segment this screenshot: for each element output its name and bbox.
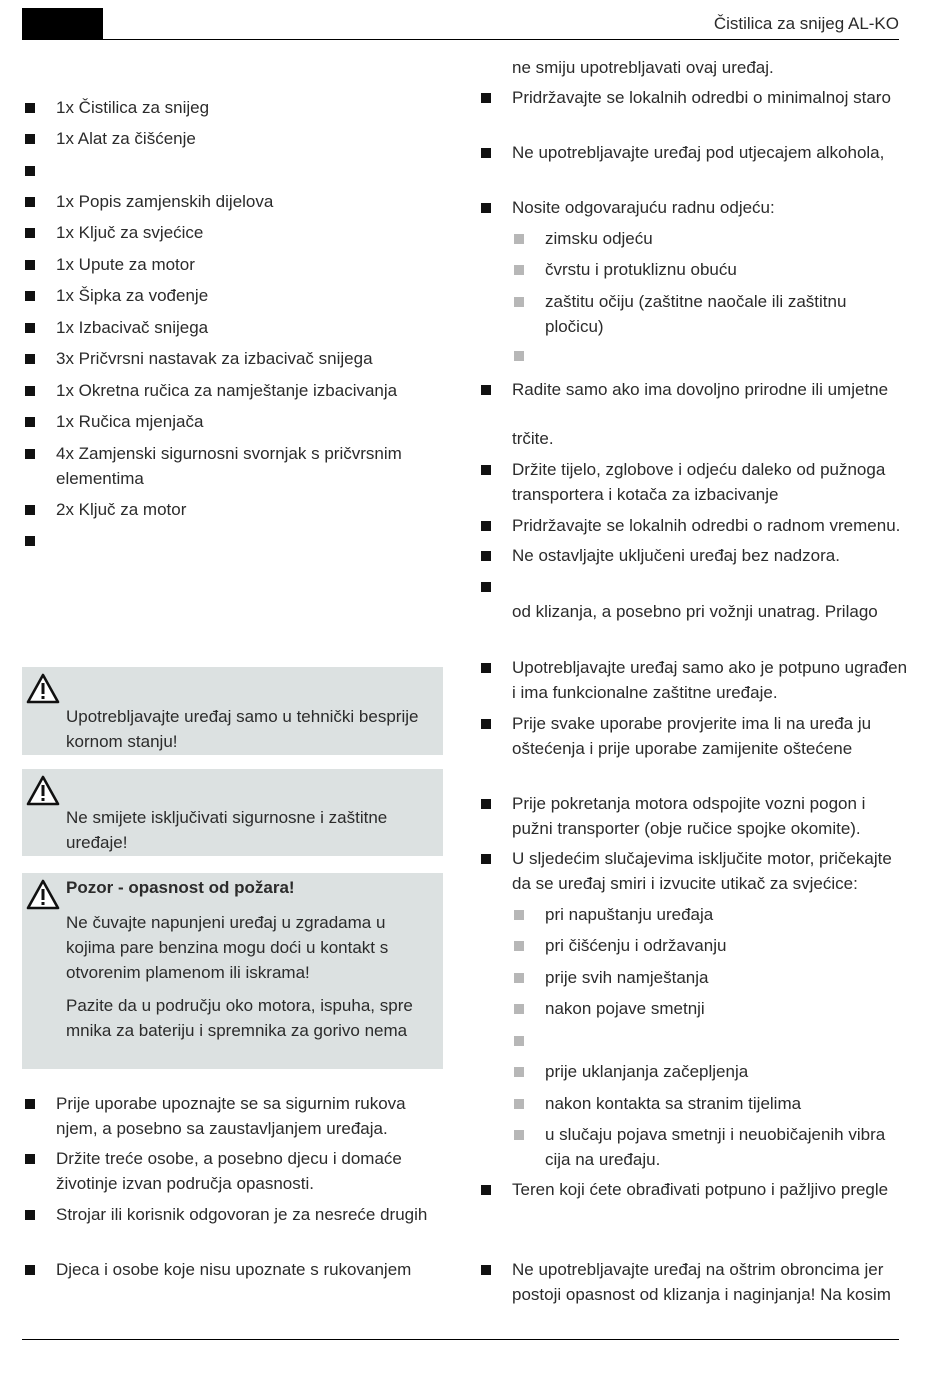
sub-list-item: u slučaju pojava smetnji i neuobičajenih vibra cija na uređaju. xyxy=(512,1122,908,1172)
continuation-text: trčite. xyxy=(512,429,554,448)
sub-list-item: čvrstu i protukliznu obuću xyxy=(512,257,908,282)
continuation-text: od klizanja, a posebno pri vožnji unatrag. Prilago xyxy=(512,602,878,621)
list-item: 1x Ključ za svjećice xyxy=(22,220,447,245)
sub-list-item: nakon kontakta sa stranim tijelima xyxy=(512,1091,908,1116)
list-item: 4x Zamjenski sigurnosni svornjak s pričvrsnim elementima xyxy=(22,441,447,491)
warning-heading: Pozor - opasnost od požara! xyxy=(66,878,295,897)
warning-box xyxy=(22,769,443,856)
warning-text: Upotrebljavajte uređaj samo u tehnički besprije kornom stanju! xyxy=(66,707,419,751)
sub-list-item: nakon pojave smetnji xyxy=(512,996,908,1021)
list-item: Ne ostavljajte uključeni uređaj bez nadzora. xyxy=(478,543,908,568)
list-item: Prije svake uporabe provjerite ima li na uređa ju oštećenja i prije uporabe zamijenite oštećene xyxy=(478,711,908,761)
list-item: U sljedećim slučajevima isključite motor, pričekajte da se uređaj smiri i izvucite utikač za svjećice: xyxy=(478,846,908,896)
warning-box xyxy=(22,667,443,755)
list-item: 3x Pričvrsni nastavak za izbacivač snijega xyxy=(22,346,447,371)
sub-list-item: prije svih namještanja xyxy=(512,965,908,990)
header-black-block xyxy=(22,8,103,40)
warning-triangle-icon xyxy=(26,879,60,911)
continuation-text: ne smiju upotrebljavati ovaj uređaj. xyxy=(512,58,774,77)
warning-text: Pazite da u području oko motora, ispuha, spre mnika za bateriju i spremnika za gorivo nema xyxy=(66,996,413,1040)
list-item: 1x Popis zamjenskih dijelova xyxy=(22,189,447,214)
list-item: Nosite odgovarajuću radnu odjeću: xyxy=(478,195,908,220)
fire-warning-box xyxy=(22,873,443,1069)
list-item: 1x Upute za motor xyxy=(22,252,447,277)
warning-text: Ne smijete isključivati sigurnosne i zaštitne uređaje! xyxy=(66,808,388,852)
list-item: Ne upotrebljavajte uređaj pod utjecajem alkohola, xyxy=(478,140,908,165)
warning-triangle-icon xyxy=(26,673,60,705)
warning-text: Ne čuvajte napunjeni uređaj u zgradama u kojima pare benzina mogu doći u kontakt s otvorenim plamenom ili iskrama! xyxy=(66,913,389,982)
list-item: Prije pokretanja motora odspojite vozni pogon i pužni transporter (obje ručice spojke okomite). xyxy=(478,791,908,841)
list-item: Držite tijelo, zglobove i odjeću daleko od pužnoga transportera i kotača za izbacivanje xyxy=(478,457,908,507)
list-item: 2x Ključ za motor xyxy=(22,497,447,522)
list-item: Djeca i osobe koje nisu upoznate s rukovanjem xyxy=(22,1257,447,1282)
list-item: 1x Šipka za vođenje xyxy=(22,283,447,308)
list-item: Radite samo ako ima dovoljno prirodne ili umjetne xyxy=(478,377,908,402)
header-rule xyxy=(22,39,899,40)
list-item: Strojar ili korisnik odgovoran je za nesreće drugih xyxy=(22,1202,447,1227)
list-item: 1x Izbacivač snijega xyxy=(22,315,447,340)
sub-list-item: zimsku odjeću xyxy=(512,226,908,251)
sub-list-item: zaštitu očiju (zaštitne naočale ili zaštitnu pločicu) xyxy=(512,289,908,339)
sub-list-item: pri napuštanju uređaja xyxy=(512,902,908,927)
list-item: Prije uporabe upoznajte se sa sigurnim rukova njem, a posebno sa zaustavljanjem uređaja. xyxy=(22,1091,447,1141)
list-item: Pridržavajte se lokalnih odredbi o radnom vremenu. xyxy=(478,513,908,538)
list-item: 1x Ručica mjenjača xyxy=(22,409,447,434)
list-item: Teren koji ćete obrađivati potpuno i pažljivo pregle xyxy=(478,1177,908,1202)
sub-list-item: prije uklanjanja začepljenja xyxy=(512,1059,908,1084)
list-item: Upotrebljavajte uređaj samo ako je potpuno ugrađen i ima funkcionalne zaštitne uređaje. xyxy=(478,655,908,705)
list-item: Držite treće osobe, a posebno djecu i domaće životinje izvan područja opasnosti. xyxy=(22,1146,447,1196)
list-item: 1x Alat za čišćenje xyxy=(22,126,447,151)
page-header-title: Čistilica za snijeg AL-KO xyxy=(713,14,899,33)
warning-triangle-icon xyxy=(26,775,60,807)
list-item: Pridržavajte se lokalnih odredbi o minimalnoj staro xyxy=(478,85,908,110)
footer-rule xyxy=(22,1339,899,1340)
list-item: 1x Čistilica za snijeg xyxy=(22,95,447,120)
list-item: 1x Okretna ručica za namještanje izbacivanja xyxy=(22,378,447,403)
list-item: Ne upotrebljavajte uređaj na oštrim obroncima jer postoji opasnost od klizanja i naginjanja! Na kosim xyxy=(478,1257,908,1307)
sub-list-item: pri čišćenju i održavanju xyxy=(512,933,908,958)
